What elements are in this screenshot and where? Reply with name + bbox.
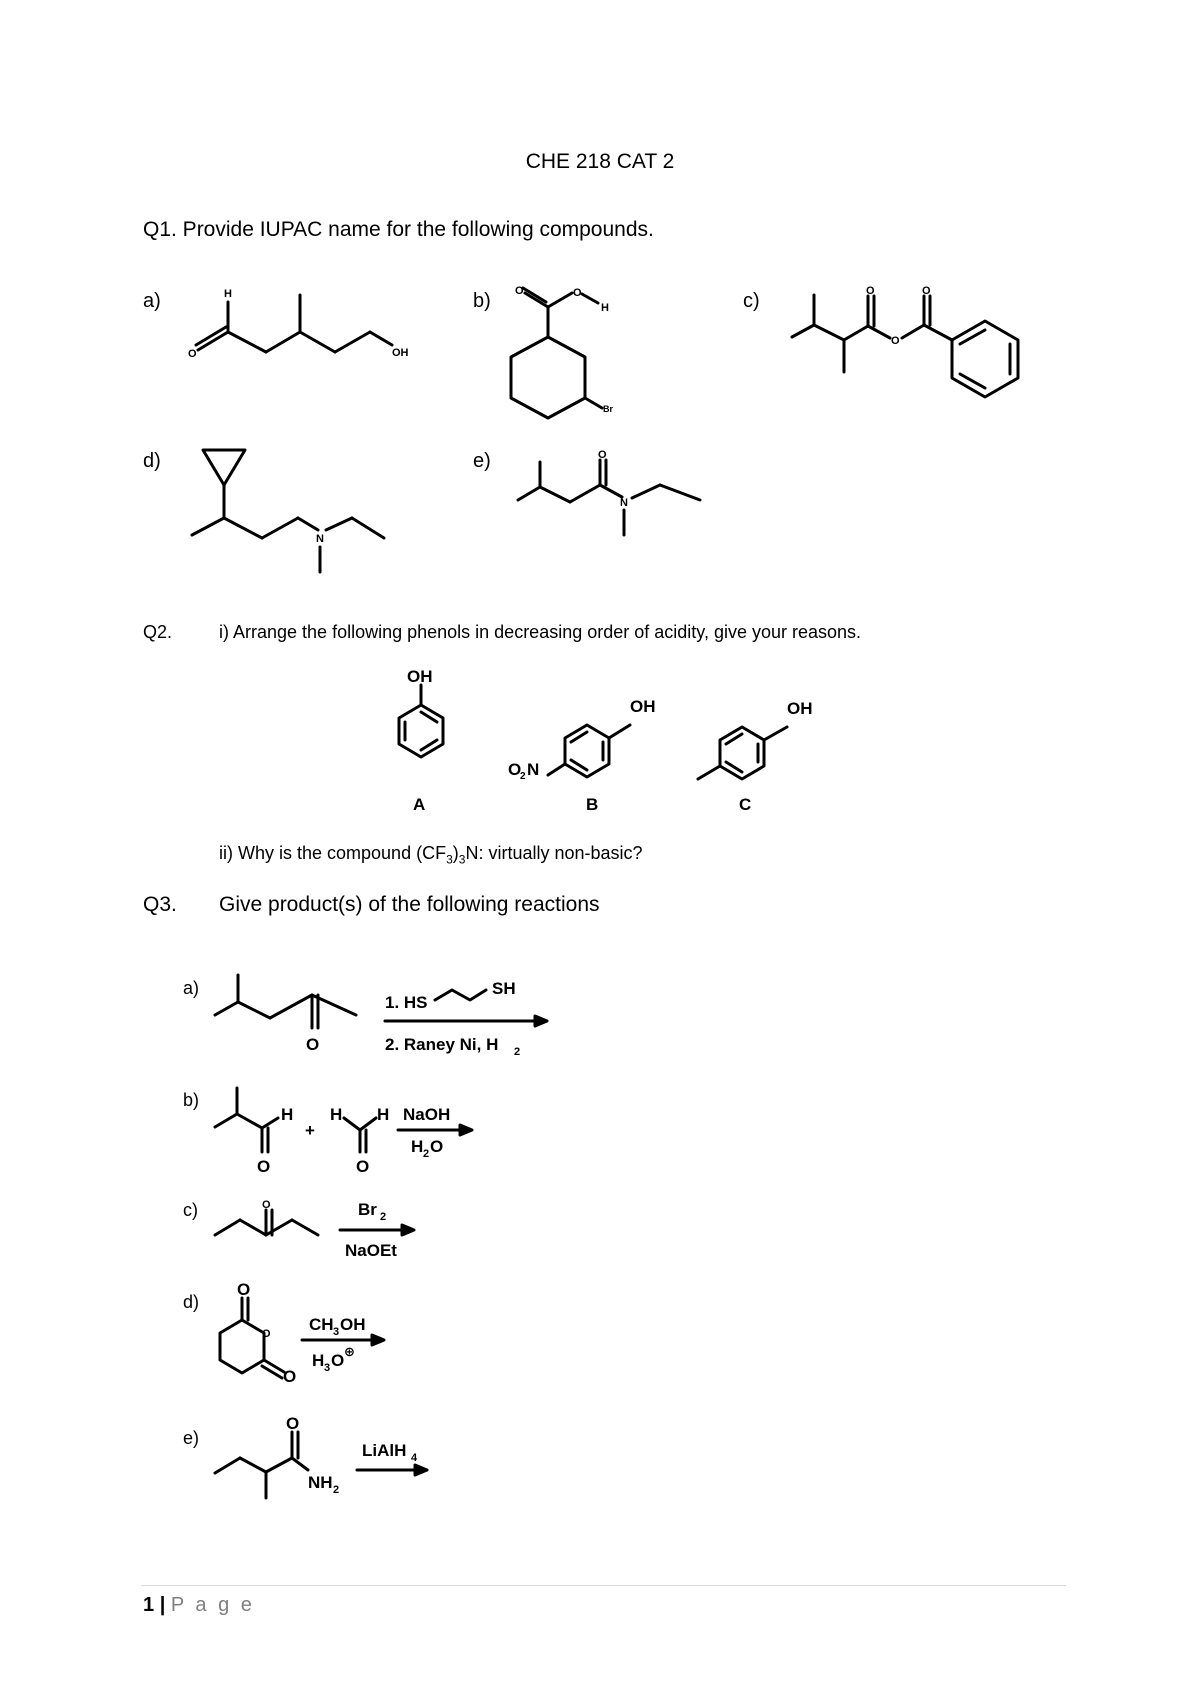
q3c-reagent-top-sub: 2 xyxy=(380,1211,387,1223)
q1c-atom-o2: O xyxy=(922,285,931,297)
q3-label-a: a) xyxy=(183,978,200,998)
q3d-reagent-top-end: OH xyxy=(340,1315,366,1334)
q3c-reagent-top: Br xyxy=(358,1200,377,1219)
q1e-atom-o: O xyxy=(598,449,607,461)
q3d-reactant xyxy=(220,1280,296,1386)
q3-label-e: e) xyxy=(183,1428,200,1448)
q3a-reactant xyxy=(215,975,356,1054)
page-title: CHE 218 CAT 2 xyxy=(525,150,675,173)
q3-heading: Give product(s) of the following reactions xyxy=(219,893,600,916)
q1b-atom-o1: O xyxy=(515,285,524,297)
q3d-atom-o3: O xyxy=(283,1367,297,1386)
q3e-atom-nh-sub: 2 xyxy=(333,1484,340,1496)
q3d-reagent-bottom-sup: ⊕ xyxy=(344,1344,355,1359)
q3b-atom-o2: O xyxy=(356,1157,370,1176)
q3b-plus: + xyxy=(305,1121,315,1140)
page-footer xyxy=(143,1594,255,1617)
q3d-reagent-bottom-sub: 3 xyxy=(324,1362,331,1374)
q1e-atom-n: N xyxy=(620,497,628,509)
q1a-atom-o: O xyxy=(188,348,197,360)
q3a-atom-o: O xyxy=(306,1035,320,1054)
q3d-reagent-bottom-end: O xyxy=(331,1351,345,1370)
q3e-arrow xyxy=(357,1441,427,1475)
q3b-reagent-top: NaOH xyxy=(403,1105,451,1124)
q1-label-e: e) xyxy=(473,450,491,472)
q2b-atom-o: O xyxy=(508,760,522,779)
q2-label-c: C xyxy=(739,795,752,814)
q3d-arrow xyxy=(302,1315,384,1374)
q2b-atom-o-sub: 2 xyxy=(520,771,526,782)
q1c-atom-o3: O xyxy=(891,335,900,347)
q1b-atom-h: H xyxy=(601,302,609,314)
q3b-atom-o1: O xyxy=(257,1157,271,1176)
q3c-arrow xyxy=(340,1200,414,1260)
q3e-atom-nh: NH xyxy=(308,1473,333,1492)
q3-label-d: d) xyxy=(183,1292,200,1312)
q1d-atom-n: N xyxy=(316,533,324,545)
q3a-reagent-1: 1. HS xyxy=(385,993,428,1012)
q1-heading: Q1. Provide IUPAC name for the following compounds. xyxy=(143,218,654,241)
q3c-atom-o: O xyxy=(262,1199,271,1211)
q2b-atom-n: N xyxy=(527,760,540,779)
q2-label-b: B xyxy=(586,795,599,814)
q1c-atom-o1: O xyxy=(866,285,875,297)
q2c-atom-oh: OH xyxy=(787,699,813,718)
q3c-reagent-bottom: NaOEt xyxy=(345,1241,397,1260)
q3d-atom-o1: O xyxy=(237,1280,251,1299)
q3d-reagent-top: CH xyxy=(309,1315,334,1334)
q3c-reactant xyxy=(215,1199,318,1235)
q3b-atom-h1: H xyxy=(281,1105,294,1124)
q3e-reagent-top-sub: 4 xyxy=(411,1452,418,1464)
q3-label-c: c) xyxy=(183,1200,198,1220)
q3b-atom-h2: H xyxy=(330,1105,343,1124)
q1-label-c: c) xyxy=(743,290,760,312)
q3-label-b: b) xyxy=(183,1090,200,1110)
q2-label-a: A xyxy=(413,795,426,814)
q3e-reactant xyxy=(215,1414,339,1498)
q3-number: Q3. xyxy=(143,893,177,916)
q3a-arrow xyxy=(385,979,547,1058)
q3a-reagent-2: 2. Raney Ni, H xyxy=(385,1035,499,1054)
footer-page-number: 1 xyxy=(143,1594,155,1616)
q2b-atom-oh: OH xyxy=(630,697,656,716)
q2a-atom-oh: OH xyxy=(407,667,433,686)
q3b-reagent-bottom-sub: 2 xyxy=(423,1148,430,1160)
q1-label-b: b) xyxy=(473,290,491,312)
q3d-atom-o2: O xyxy=(262,1328,271,1340)
footer-divider xyxy=(141,1585,1066,1586)
q2-part-i: i) Arrange the following phenols in decreasing order of acidity, give your reasons. xyxy=(219,622,862,642)
q3d-reagent-bottom: H xyxy=(312,1351,325,1370)
q2-part-ii: ii) Why is the compound $(CF_3)_3N$: virtually non-basic? xyxy=(219,843,643,867)
q3a-reagent-1-sh: SH xyxy=(492,979,516,998)
q3b-reagent-bottom: H xyxy=(411,1137,424,1156)
q1a-atom-oh: OH xyxy=(392,347,409,359)
q3b-arrow xyxy=(398,1105,472,1160)
q3d-reagent-top-sub: 3 xyxy=(333,1326,340,1338)
footer-separator: | xyxy=(159,1594,166,1616)
footer-page-word: P a g e xyxy=(170,1594,255,1616)
q1-label-d: d) xyxy=(143,450,161,472)
q1b-atom-br: Br xyxy=(603,404,614,414)
q3b-atom-h3: H xyxy=(377,1105,390,1124)
q3e-reagent-top: LiAlH xyxy=(362,1441,407,1460)
q1b-atom-o2: O xyxy=(573,287,582,299)
q3e-atom-o: O xyxy=(286,1414,300,1433)
q1a-atom-h: H xyxy=(224,288,232,300)
q3a-reagent-2-sub: 2 xyxy=(514,1046,521,1058)
q2-number: Q2. xyxy=(143,622,173,642)
q3b-reactants xyxy=(215,1088,389,1176)
q3b-reagent-bottom-end: O xyxy=(430,1137,444,1156)
q1-label-a: a) xyxy=(143,290,161,312)
